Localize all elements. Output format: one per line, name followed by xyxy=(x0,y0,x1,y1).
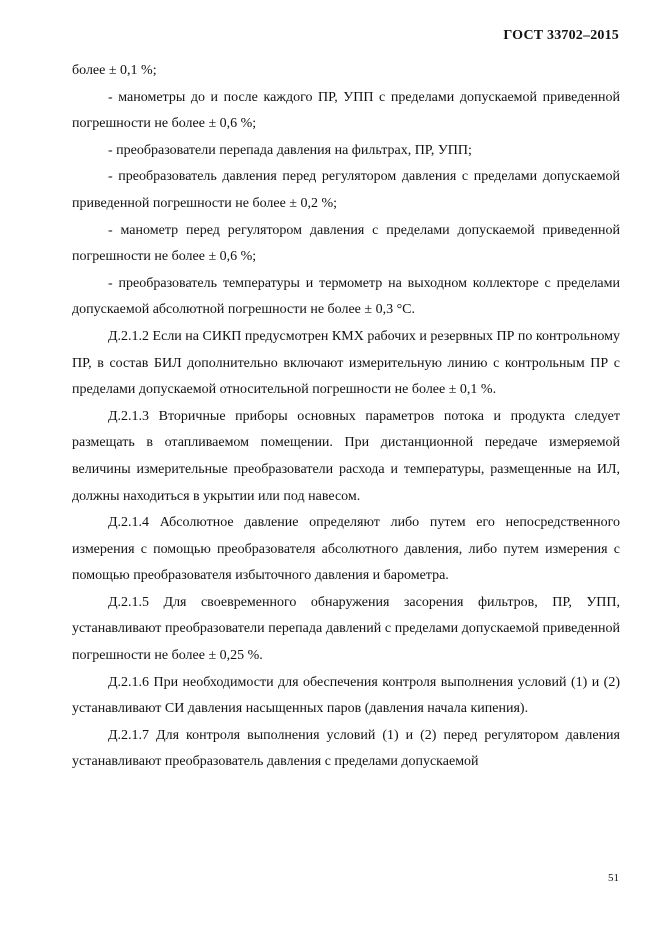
paragraph-continuation: более ± 0,1 %; xyxy=(72,63,157,78)
list-item-pressure-transducer: - преобразователь давления перед регулятором давления с пределами допускаемой приведенной погрешности не более ± 0,2 %; xyxy=(72,169,620,211)
list-item-manometer-regulator: - манометр перед регулятором давления с пределами допускаемой приведенной погрешности не более ± 0,6 %; xyxy=(72,222,620,265)
page-number: 51 xyxy=(608,872,619,884)
list-item-manometers: - манометры до и после каждого ПР, УПП с пределами допускаемой приведенной погрешности не более ± 0,6 %; xyxy=(72,89,620,132)
document-header: ГОСТ 33702–2015 xyxy=(503,28,619,43)
list-item-temperature-transducer: - преобразователь температуры и термометр на выходном коллекторе с пределами допускаемой абсолютной погрешности не более ± 0,3 °С. xyxy=(72,275,620,318)
document-body xyxy=(72,58,620,776)
clause-d-2-1-6: Д.2.1.6 При необходимости для обеспечения контроля выполнения условий (1) и (2) устанавливают СИ давления насыщенных паров (давления начала кипения). xyxy=(72,674,620,717)
clause-d-2-1-5: Д.2.1.5 Для своевременного обнаружения засорения фильтров, ПР, УПП, устанавливают преобразователи перепада давлений с пределами допускаемой приведенной погрешности не более ± 0,25 %. xyxy=(72,594,620,664)
clause-d-2-1-4: Д.2.1.4 Абсолютное давление определяют либо путем его непосредственного измерения с помощью преобразователя абсолютного давления, либо путем измерения с помощью преобразователя избыточного давления и барометра. xyxy=(72,515,620,584)
clause-d-2-1-3: Д.2.1.3 Вторичные приборы основных параметров потока и продукта следует размещать в отапливаемом помещении. При дистанционной передаче измеряемой величины измерительные преобразователи расхода и температуры, размещенные на ИЛ, должны находиться в укрытии или под навесом. xyxy=(72,408,620,504)
list-item-pressure-drop-transducers: - преобразователи перепада давления на фильтрах, ПР, УПП; xyxy=(108,142,472,158)
clause-d-2-1-2: Д.2.1.2 Если на СИКП предусмотрен КМХ рабочих и резервных ПР по контрольному ПР, в состав БИЛ дополнительно включают измерительную линию с контрольным ПР с пределами допускаемой относительной погрешности не более ± 0,1 %. xyxy=(72,328,620,398)
clause-d-2-1-7: Д.2.1.7 Для контроля выполнения условий (1) и (2) перед регулятором давления устанавливают преобразователь давления с пределами допускаемой xyxy=(72,727,620,770)
